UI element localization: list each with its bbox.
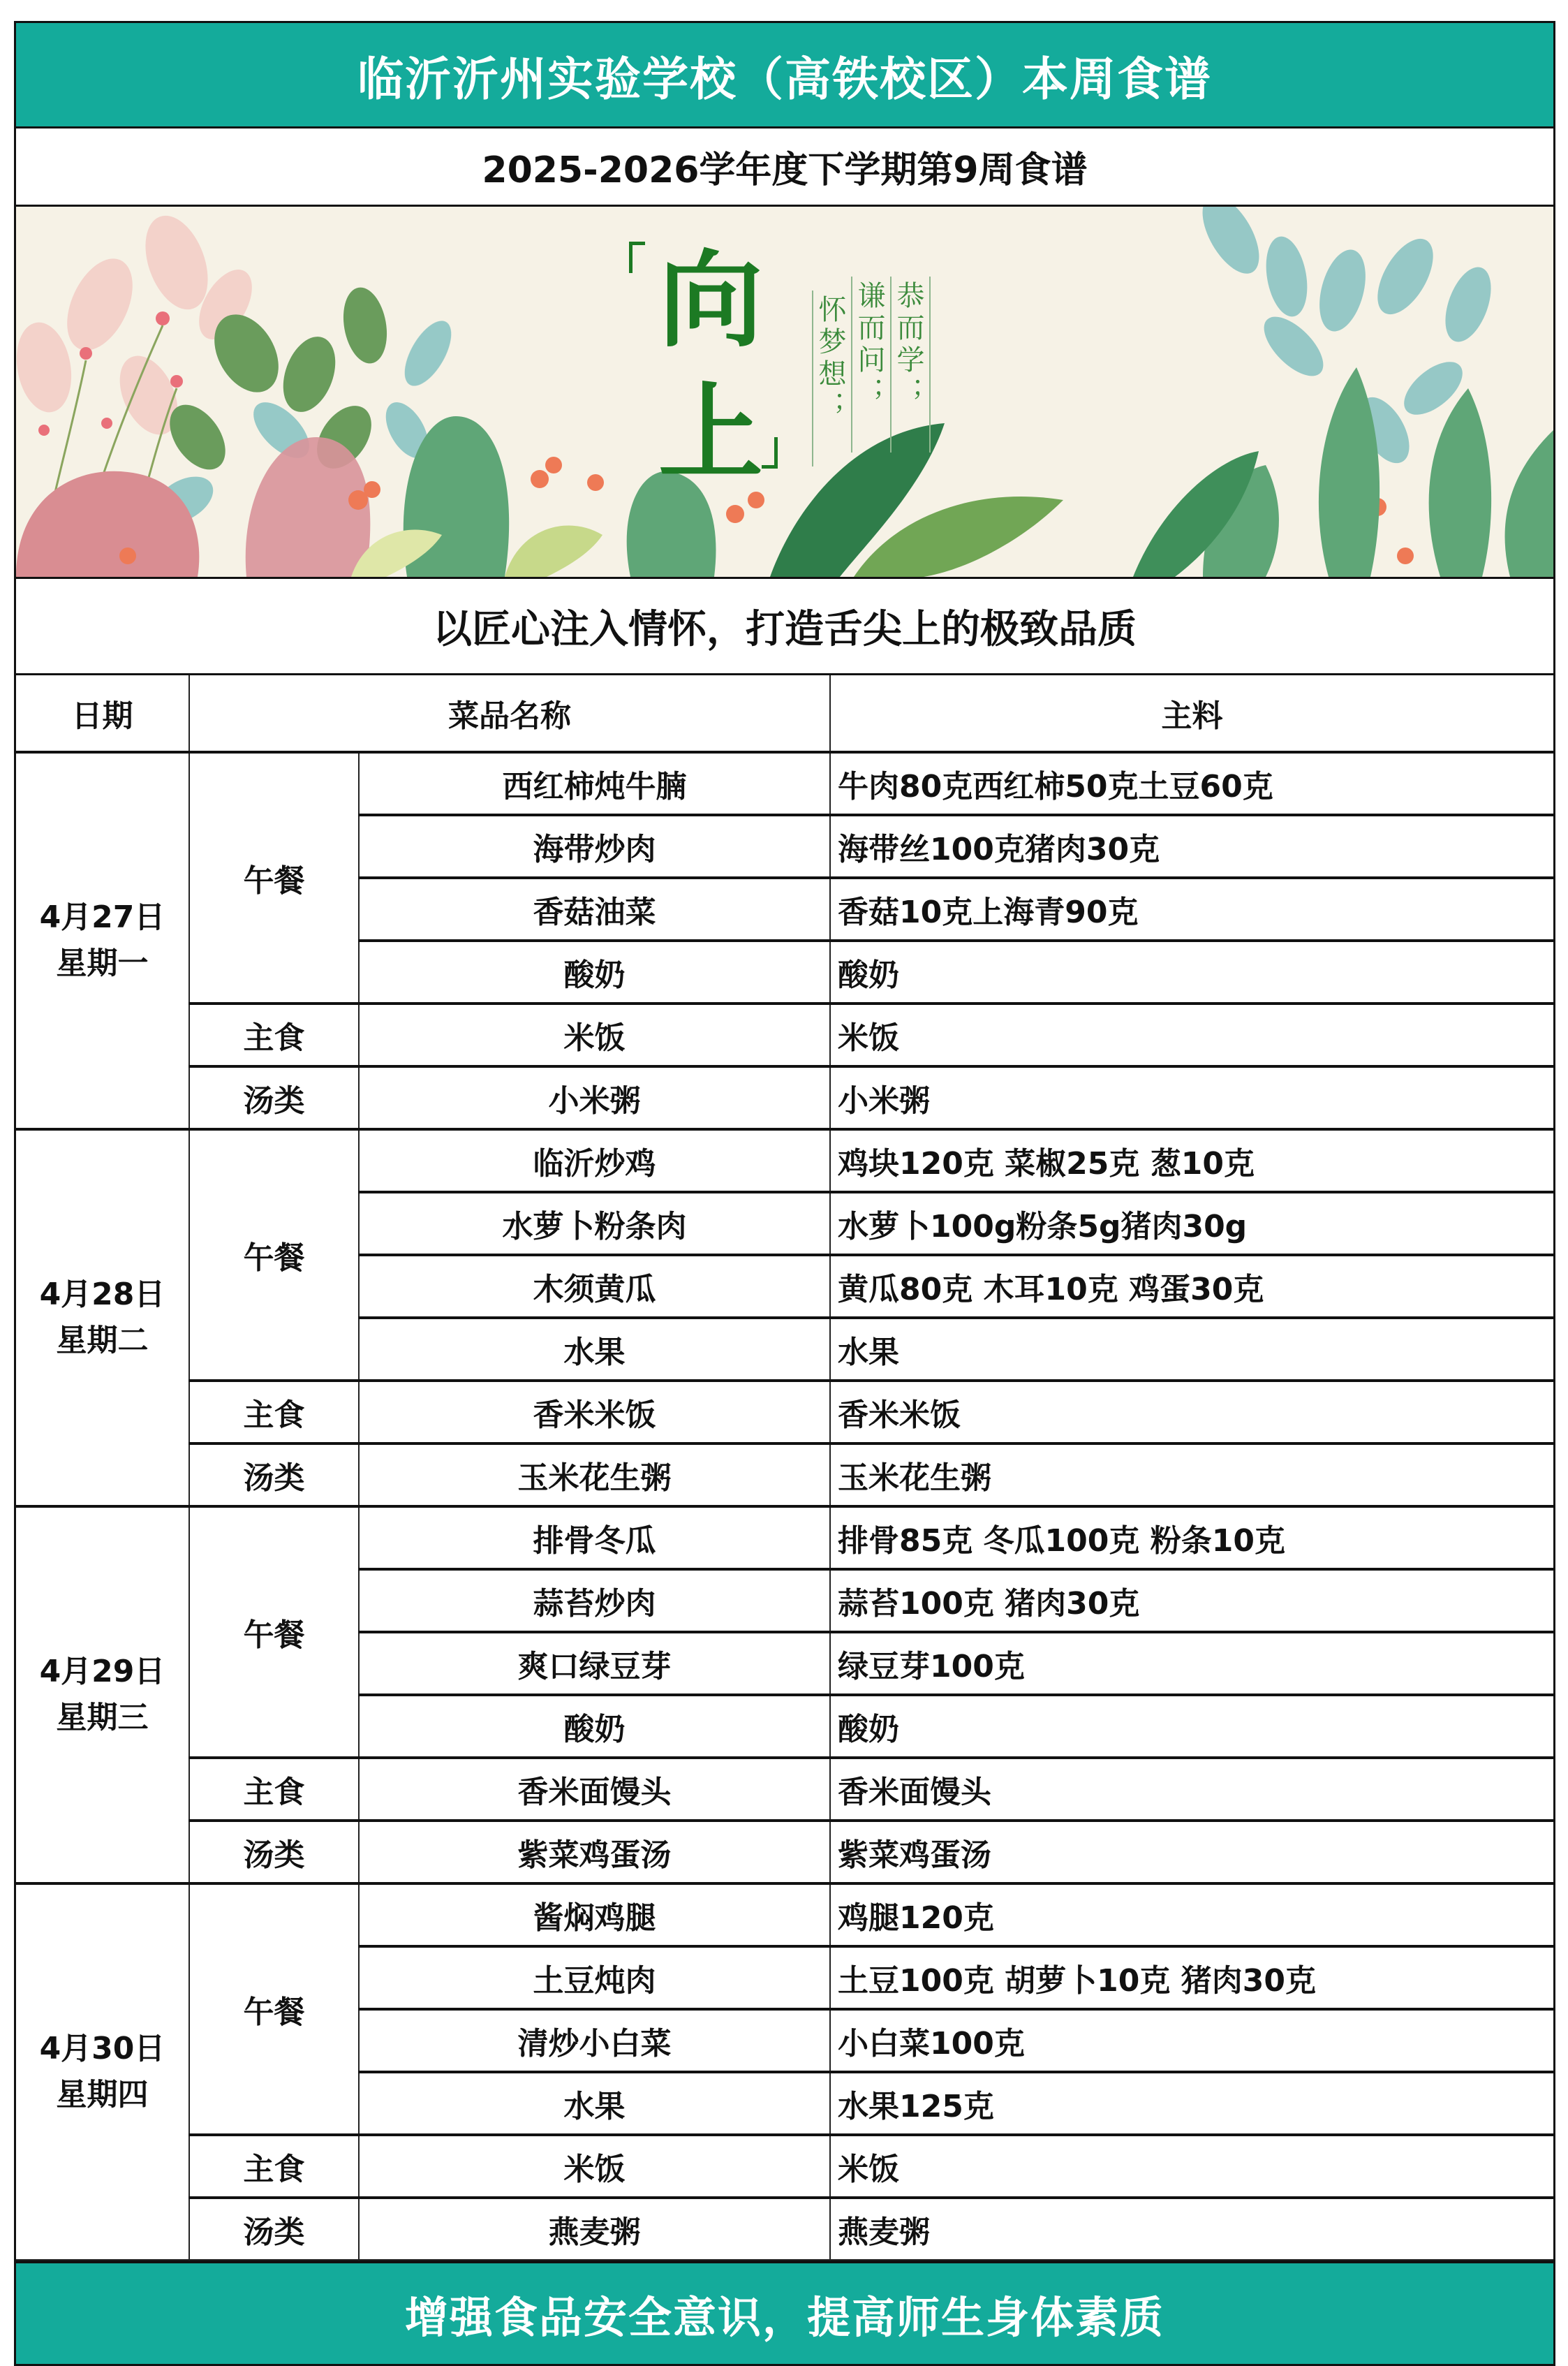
- main-ingredients: 海带丝100克猪肉30克: [830, 815, 1553, 878]
- meal-category: 午餐: [189, 1129, 359, 1381]
- date-label: 4月29日: [39, 1654, 165, 1689]
- dish-name: 酸奶: [359, 1695, 830, 1758]
- column-header-dish: 菜品名称: [189, 675, 830, 752]
- meal-category: 汤类: [189, 2198, 359, 2260]
- dish-name: 木须黄瓜: [359, 1255, 830, 1318]
- main-ingredients: 绿豆芽100克: [830, 1632, 1553, 1695]
- main-ingredients: 水果125克: [830, 2072, 1553, 2135]
- meal-category: 汤类: [189, 1066, 359, 1129]
- decorative-banner: [16, 207, 1553, 579]
- weekday-label: 星期三: [56, 1700, 149, 1735]
- main-ingredients: 酸奶: [830, 1695, 1553, 1758]
- main-ingredients: 米饭: [830, 2135, 1553, 2198]
- meal-category: 午餐: [189, 752, 359, 1004]
- footer-banner: 增强食品安全意识，提高师生身体素质: [16, 2261, 1553, 2364]
- dish-name: 香米米饭: [359, 1381, 830, 1443]
- main-ingredients: 燕麦粥: [830, 2198, 1553, 2260]
- meal-category: 午餐: [189, 1883, 359, 2135]
- date-cell: [16, 752, 189, 1129]
- main-ingredients: 土豆100克 胡萝卜10克 猪肉30克: [830, 1946, 1553, 2009]
- column-header-ingredients: 主料: [830, 675, 1553, 752]
- table-row: [16, 752, 1553, 815]
- dish-name: 香菇油菜: [359, 878, 830, 941]
- dish-name: 燕麦粥: [359, 2198, 830, 2260]
- date-cell: [16, 1129, 189, 1506]
- weekly-menu-table: [16, 675, 1553, 2261]
- table-row: [16, 1004, 1553, 1066]
- main-ingredients: 蒜苔100克 猪肉30克: [830, 1569, 1553, 1632]
- table-header-row: [16, 675, 1553, 752]
- table-row: [16, 1758, 1553, 1821]
- banner-title: 向 上: [658, 240, 763, 494]
- weekday-label: 星期一: [56, 946, 149, 981]
- dish-name: 排骨冬瓜: [359, 1506, 830, 1569]
- main-ingredients: 小米粥: [830, 1066, 1553, 1129]
- main-ingredients: 鸡块120克 菜椒25克 葱10克: [830, 1129, 1553, 1192]
- dish-name: 水果: [359, 2072, 830, 2135]
- table-row: [16, 1883, 1553, 1946]
- dish-name: 米饭: [359, 2135, 830, 2198]
- dish-name: 香米面馒头: [359, 1758, 830, 1821]
- date-label: 4月30日: [39, 2031, 165, 2066]
- main-ingredients: 香菇10克上海青90克: [830, 878, 1553, 941]
- meal-category: 主食: [189, 2135, 359, 2198]
- dish-name: 紫菜鸡蛋汤: [359, 1821, 830, 1883]
- dish-name: 西红柿炖牛腩: [359, 752, 830, 815]
- table-row: [16, 1381, 1553, 1443]
- main-ingredients: 酸奶: [830, 941, 1553, 1004]
- main-ingredients: 黄瓜80克 木耳10克 鸡蛋30克: [830, 1255, 1553, 1318]
- dish-name: 爽口绿豆芽: [359, 1632, 830, 1695]
- table-row: [16, 1443, 1553, 1506]
- dish-name: 酱焖鸡腿: [359, 1883, 830, 1946]
- table-row: [16, 1506, 1553, 1569]
- dish-name: 酸奶: [359, 941, 830, 1004]
- main-ingredients: 米饭: [830, 1004, 1553, 1066]
- main-ingredients: 香米米饭: [830, 1381, 1553, 1443]
- menu-sheet: [14, 21, 1555, 2366]
- dish-name: 小米粥: [359, 1066, 830, 1129]
- dish-name: 水果: [359, 1318, 830, 1381]
- column-header-date: 日期: [16, 675, 189, 752]
- main-ingredients: 水果: [830, 1318, 1553, 1381]
- table-row: [16, 2198, 1553, 2260]
- main-ingredients: 紫菜鸡蛋汤: [830, 1821, 1553, 1883]
- main-ingredients: 玉米花生粥: [830, 1443, 1553, 1506]
- meal-category: 午餐: [189, 1506, 359, 1758]
- table-row: [16, 1821, 1553, 1883]
- date-cell: [16, 1506, 189, 1883]
- main-ingredients: 鸡腿120克: [830, 1883, 1553, 1946]
- main-ingredients: 香米面馒头: [830, 1758, 1553, 1821]
- meal-category: 汤类: [189, 1443, 359, 1506]
- main-ingredients: 排骨85克 冬瓜100克 粉条10克: [830, 1506, 1553, 1569]
- meal-category: 汤类: [189, 1821, 359, 1883]
- main-ingredients: 水萝卜100g粉条5g猪肉30g: [830, 1192, 1553, 1255]
- dish-name: 海带炒肉: [359, 815, 830, 878]
- dish-name: 土豆炖肉: [359, 1946, 830, 2009]
- dish-name: 蒜苔炒肉: [359, 1569, 830, 1632]
- dish-name: 临沂炒鸡: [359, 1129, 830, 1192]
- dish-name: 玉米花生粥: [359, 1443, 830, 1506]
- week-subtitle: 2025-2026学年度下学期第9周食谱: [16, 128, 1553, 207]
- main-ingredients: 小白菜100克: [830, 2009, 1553, 2072]
- banner-motto: 怀梦想； 谦而问； 恭而学；: [812, 277, 931, 466]
- meal-category: 主食: [189, 1381, 359, 1443]
- dish-name: 米饭: [359, 1004, 830, 1066]
- date-label: 4月28日: [39, 1277, 165, 1312]
- date-label: 4月27日: [39, 899, 165, 935]
- table-row: [16, 1066, 1553, 1129]
- bracket-bottom-right-icon: [762, 437, 778, 469]
- dish-name: 水萝卜粉条肉: [359, 1192, 830, 1255]
- menu-body: [16, 752, 1553, 2260]
- date-cell: [16, 1883, 189, 2260]
- table-row: [16, 1129, 1553, 1192]
- slogan: 以匠心注入情怀，打造舌尖上的极致品质: [16, 579, 1553, 675]
- dish-name: 清炒小白菜: [359, 2009, 830, 2072]
- weekday-label: 星期二: [56, 1323, 149, 1358]
- table-row: [16, 2135, 1553, 2198]
- weekday-label: 星期四: [56, 2077, 149, 2112]
- main-ingredients: 牛肉80克西红柿50克土豆60克: [830, 752, 1553, 815]
- meal-category: 主食: [189, 1758, 359, 1821]
- page-title: 临沂沂州实验学校（高铁校区）本周食谱: [16, 23, 1553, 128]
- meal-category: 主食: [189, 1004, 359, 1066]
